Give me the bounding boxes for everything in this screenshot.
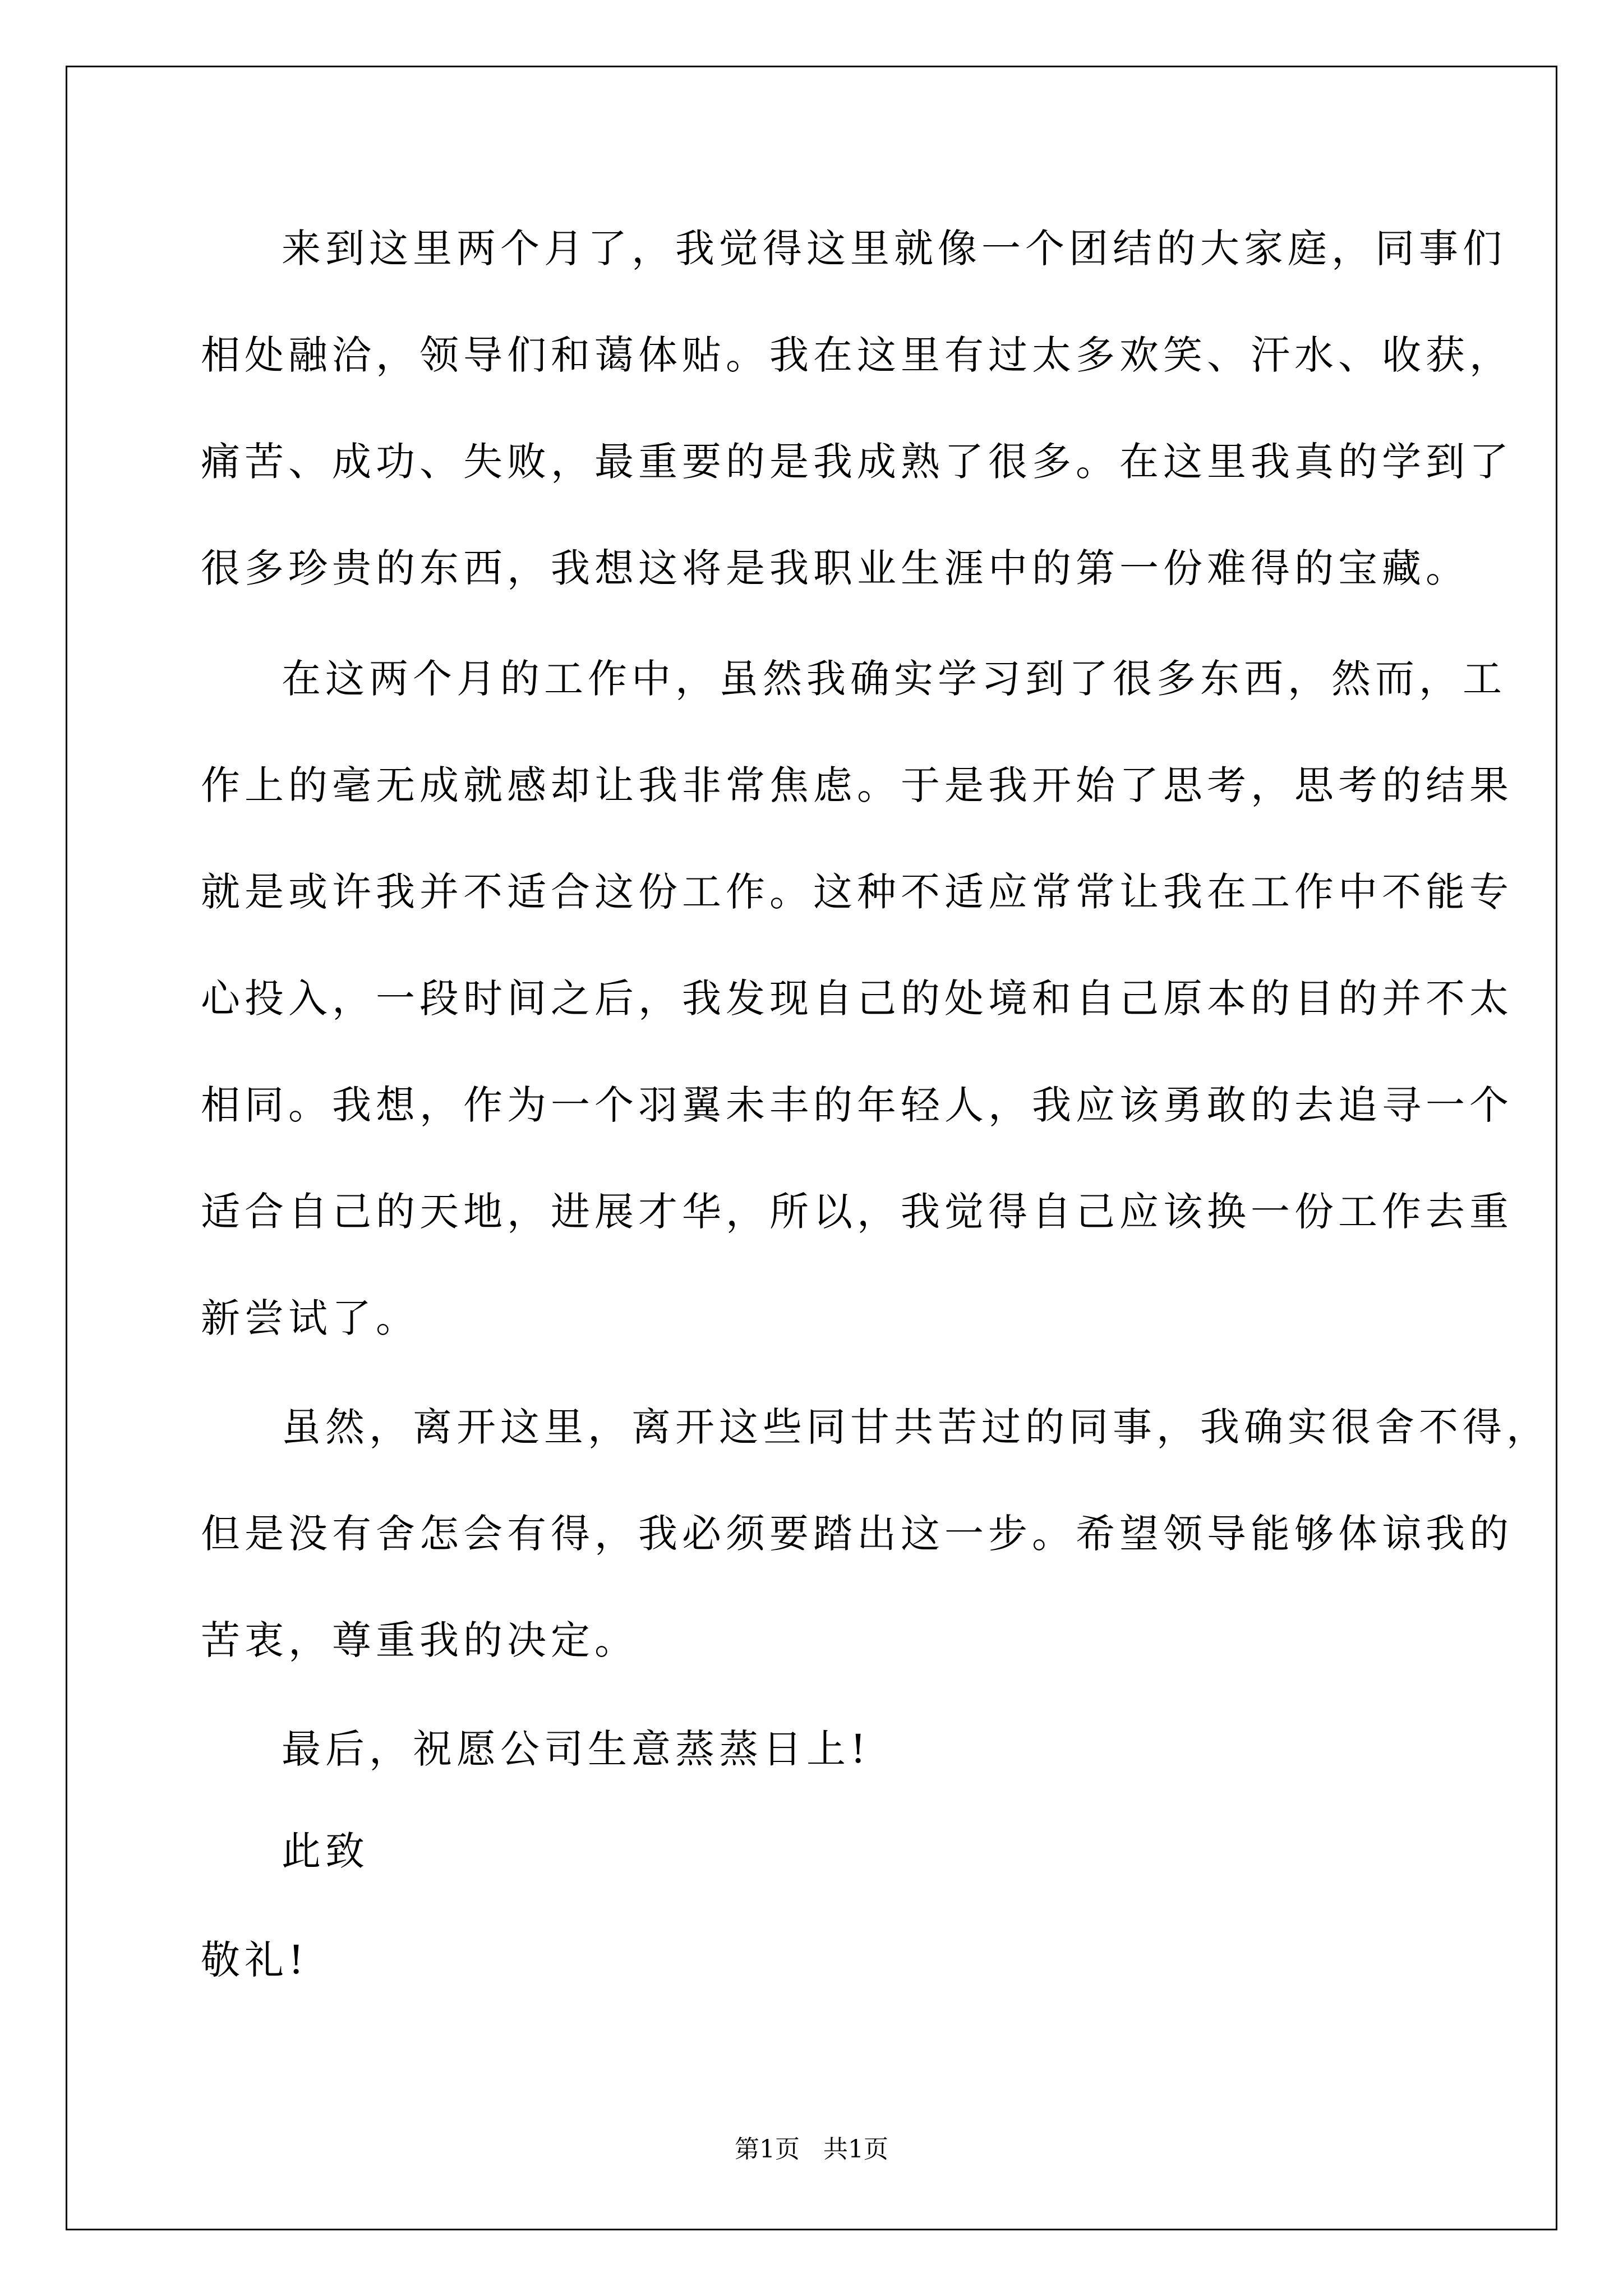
page-border xyxy=(66,66,1557,2230)
salutation-cizhi: 此致 xyxy=(282,1828,369,1874)
salutation-jingli: 敬礼! xyxy=(201,1937,309,1983)
paragraph-2-line-4: 心投入，一段时间之后，我发现自己的处境和自己原本的目的并不太 xyxy=(201,976,1513,1022)
page-number-current: 第1页 xyxy=(735,2135,800,2164)
paragraph-2-line-1: 在这两个月的工作中，虽然我确实学习到了很多东西，然而，工 xyxy=(282,656,1506,702)
paragraph-2-line-3: 就是或许我并不适合这份工作。这种不适应常常让我在工作中不能专 xyxy=(201,869,1513,915)
paragraph-2-line-2: 作上的毫无成就感却让我非常焦虑。于是我开始了思考，思考的结果 xyxy=(201,762,1513,808)
paragraph-1-line-4: 很多珍贵的东西，我想这将是我职业生涯中的第一份难得的宝藏。 xyxy=(201,545,1469,591)
paragraph-2-line-5: 相同。我想，作为一个羽翼未丰的年轻人，我应该勇敢的去追寻一个 xyxy=(201,1082,1513,1128)
paragraph-3-line-2: 但是没有舍怎会有得，我必须要踏出这一步。希望领导能够体谅我的 xyxy=(201,1511,1513,1557)
paragraph-2-line-6: 适合自己的天地，进展才华，所以，我觉得自己应该换一份工作去重 xyxy=(201,1189,1513,1235)
page-footer xyxy=(0,2137,1623,2162)
paragraph-2-line-7: 新尝试了。 xyxy=(201,1295,419,1341)
paragraph-3-line-1: 虽然，离开这里，离开这些同甘共苦过的同事，我确实很舍不得， xyxy=(282,1404,1550,1450)
closing-wish: 最后，祝愿公司生意蒸蒸日上! xyxy=(282,1726,871,1772)
paragraph-1-line-3: 痛苦、成功、失败，最重要的是我成熟了很多。在这里我真的学到了 xyxy=(201,439,1513,485)
page-number-total: 共1页 xyxy=(823,2135,888,2164)
paragraph-1-line-2: 相处融洽，领导们和蔼体贴。我在这里有过太多欢笑、汗水、收获， xyxy=(201,332,1513,378)
paragraph-3-line-3: 苦衷，尊重我的决定。 xyxy=(201,1617,638,1663)
paragraph-1-line-1: 来到这里两个月了，我觉得这里就像一个团结的大家庭，同事们 xyxy=(282,226,1506,272)
